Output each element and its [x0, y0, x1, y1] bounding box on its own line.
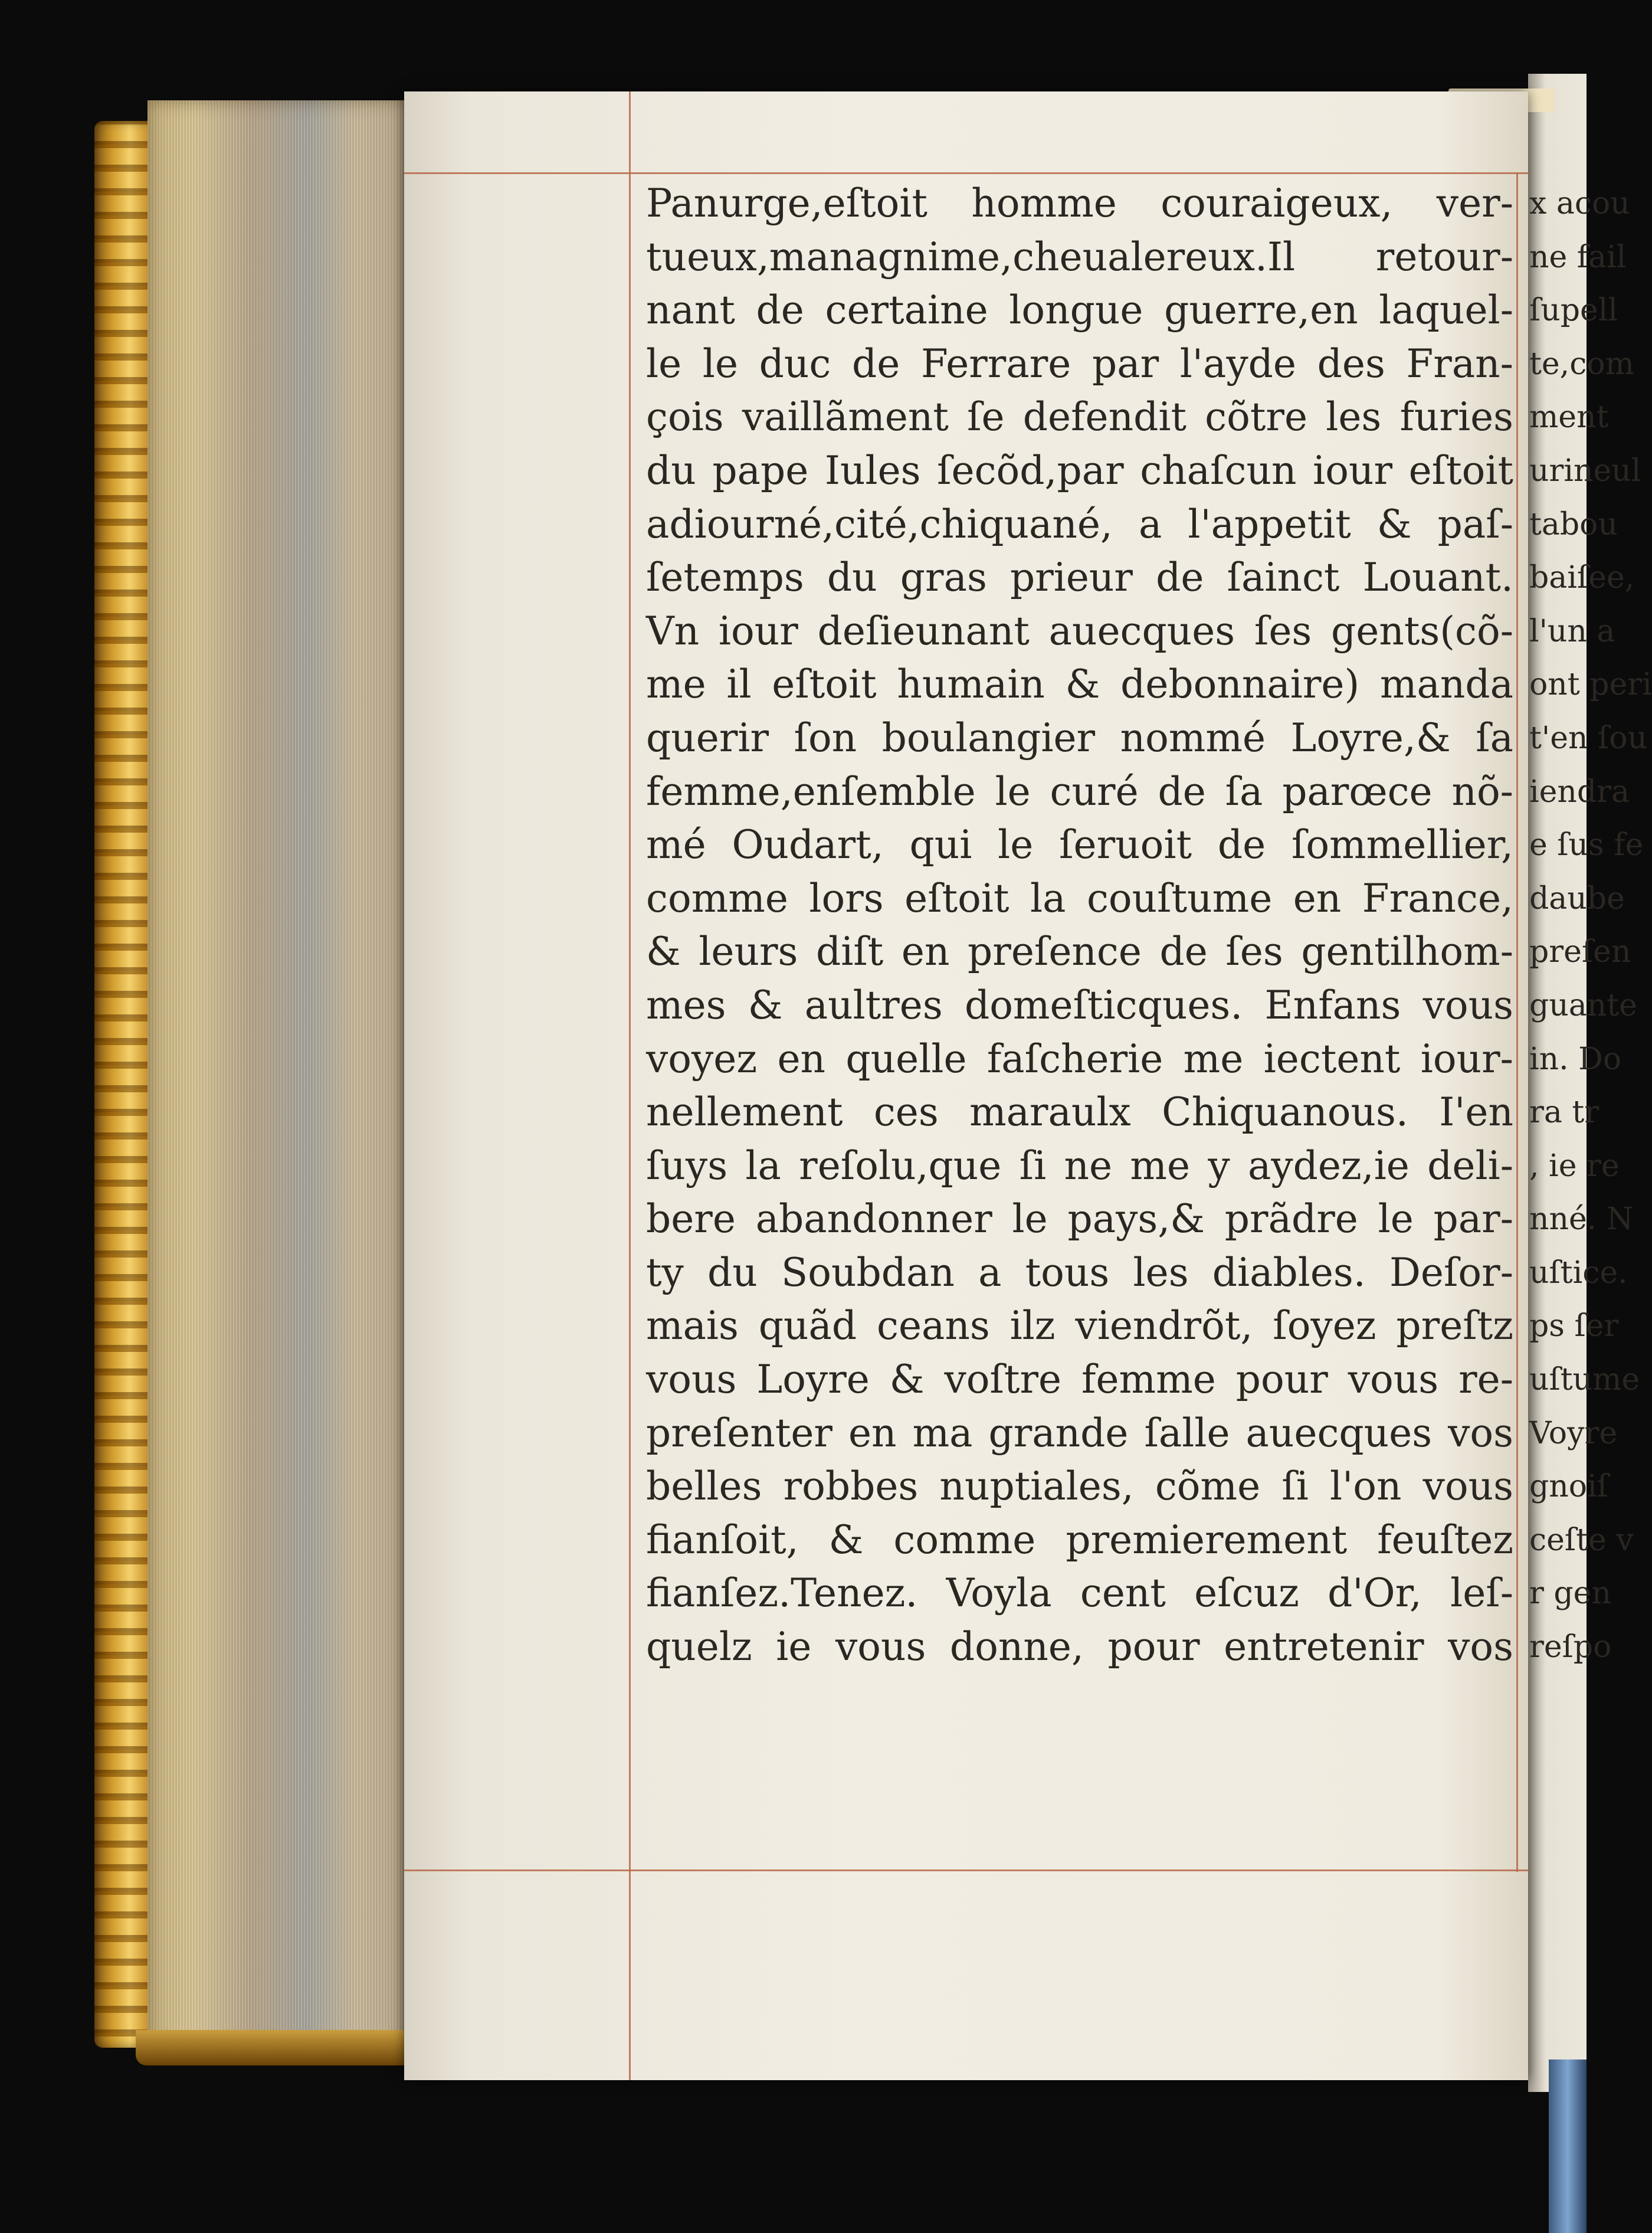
- facing-text-fragment: t'en ſou: [1529, 720, 1648, 756]
- facing-text-fragment: uſtice.: [1529, 1255, 1628, 1291]
- gilded-page-edges: [148, 100, 407, 2048]
- facing-text-fragment: daube: [1529, 880, 1625, 916]
- text-line: voyez en quelle faſcherie me iectent iour-: [646, 1036, 1513, 1082]
- facing-text-fragment: te,com: [1529, 346, 1634, 382]
- right-margin-rule: [1516, 172, 1518, 1872]
- facing-text-fragment: ne fail: [1529, 239, 1627, 275]
- facing-text-fragment: in. Do: [1529, 1041, 1622, 1077]
- text-line: bere abandonner le pays,& prãdre le par-: [646, 1196, 1513, 1242]
- text-line: & leurs diſt en preſence de ſes gentilhom-: [646, 929, 1513, 975]
- facing-text-fragment: guante: [1529, 987, 1637, 1023]
- text-line: mes & aultres domeſticques. Enfans vous: [646, 982, 1513, 1028]
- text-line: Panurge,eſtoit homme couraigeux, ver-: [646, 181, 1513, 226]
- text-line: nellement ces maraulx Chiquanous. I'en: [646, 1089, 1513, 1135]
- text-line: ſetemps du gras prieur de ſainct Louant.: [646, 555, 1513, 601]
- text-line: adiourné,cité,chiquané, a l'appetit & paſ-: [646, 501, 1513, 547]
- facing-text-fragment: urineul: [1529, 453, 1641, 489]
- text-line: femme,enſemble le curé de ſa parœce nõ-: [646, 768, 1513, 814]
- facing-text-fragment: l'un a: [1529, 613, 1615, 649]
- text-line: me il eſtoit humain & debonnaire) manda: [646, 662, 1513, 708]
- binding-corner: [136, 2030, 413, 2065]
- text-line: ty du Soubdan a tous les diables. Deſor-: [646, 1249, 1513, 1295]
- text-line: nant de certaine longue guerre,en laquel-: [646, 287, 1513, 333]
- facing-text-fragment: ps ſer: [1529, 1308, 1619, 1344]
- text-line: Vn iour deſieunant auecques ſes gents(cõ-: [646, 608, 1513, 654]
- text-line: du pape Iules ſecõd,par chaſcun iour eſtoit: [646, 447, 1513, 493]
- text-line: ſuys la reſolu,que ſi ne me y aydez,ie deli-: [646, 1142, 1513, 1188]
- facing-text-fragment: reſpo: [1529, 1629, 1612, 1665]
- facing-text-fragment: e ſus fe: [1529, 827, 1644, 863]
- bottom-margin-rule: [404, 1869, 1528, 1871]
- facing-text-fragment: ont peri: [1529, 667, 1652, 703]
- facing-text-fragment: nné. N: [1529, 1201, 1634, 1237]
- facing-text-fragment: ceſte v: [1529, 1522, 1634, 1558]
- facing-page-text: [1529, 177, 1652, 1674]
- text-line: querir ſon boulangier nommé Loyre,& ſa: [646, 715, 1513, 761]
- text-line: mé Oudart, qui le ſeruoit de ſommellier,: [646, 822, 1513, 868]
- text-line: çois vaillãment ſe defendit cõtre les furies: [646, 394, 1513, 440]
- left-margin-rule: [629, 91, 631, 2080]
- bookmark-ribbon: [1549, 2060, 1587, 2233]
- facing-text-fragment: ſupell: [1529, 293, 1618, 329]
- facing-text-fragment: Voyre: [1529, 1415, 1618, 1451]
- text-line: quelz ie vous donne, pour entretenir vos: [646, 1624, 1513, 1670]
- text-line: fianſez.Tenez. Voyla cent eſcuz d'Or, leſ-: [646, 1570, 1513, 1616]
- facing-text-fragment: uſtume: [1529, 1362, 1640, 1398]
- facing-text-fragment: tabou: [1529, 506, 1618, 542]
- text-line: mais quãd ceans ilz viendrõt, ſoyez preſtz: [646, 1303, 1513, 1349]
- facing-text-fragment: preſen: [1529, 934, 1631, 970]
- facing-text-fragment: , ie re: [1529, 1148, 1620, 1184]
- text-line: tueux,managnime,cheualereux.Il retour-: [646, 234, 1513, 280]
- page-text-block: [646, 177, 1513, 1674]
- facing-text-fragment: r gen: [1529, 1576, 1611, 1612]
- text-line: vous Loyre & voſtre femme pour vous re-: [646, 1357, 1513, 1403]
- facing-text-fragment: x acou: [1529, 186, 1630, 221]
- text-line: le le duc de Ferrare par l'ayde des Fran-: [646, 340, 1513, 387]
- facing-text-fragment: ment: [1529, 400, 1609, 436]
- text-line: comme lors eſtoit la couſtume en France,: [646, 875, 1513, 921]
- text-line: belles robbes nuptiales, cõme ſi l'on vous: [646, 1463, 1513, 1510]
- facing-text-fragment: ra tr: [1529, 1095, 1599, 1131]
- text-line: preſenter en ma grande ſalle auecques vos: [646, 1410, 1513, 1456]
- facing-text-fragment: iendra: [1529, 774, 1630, 810]
- facing-text-fragment: baiſee,: [1529, 560, 1635, 596]
- facing-text-fragment: gnoiſ: [1529, 1469, 1608, 1505]
- top-margin-rule: [404, 172, 1528, 174]
- text-line: fianſoit, & comme premierement feuſtez: [646, 1517, 1513, 1563]
